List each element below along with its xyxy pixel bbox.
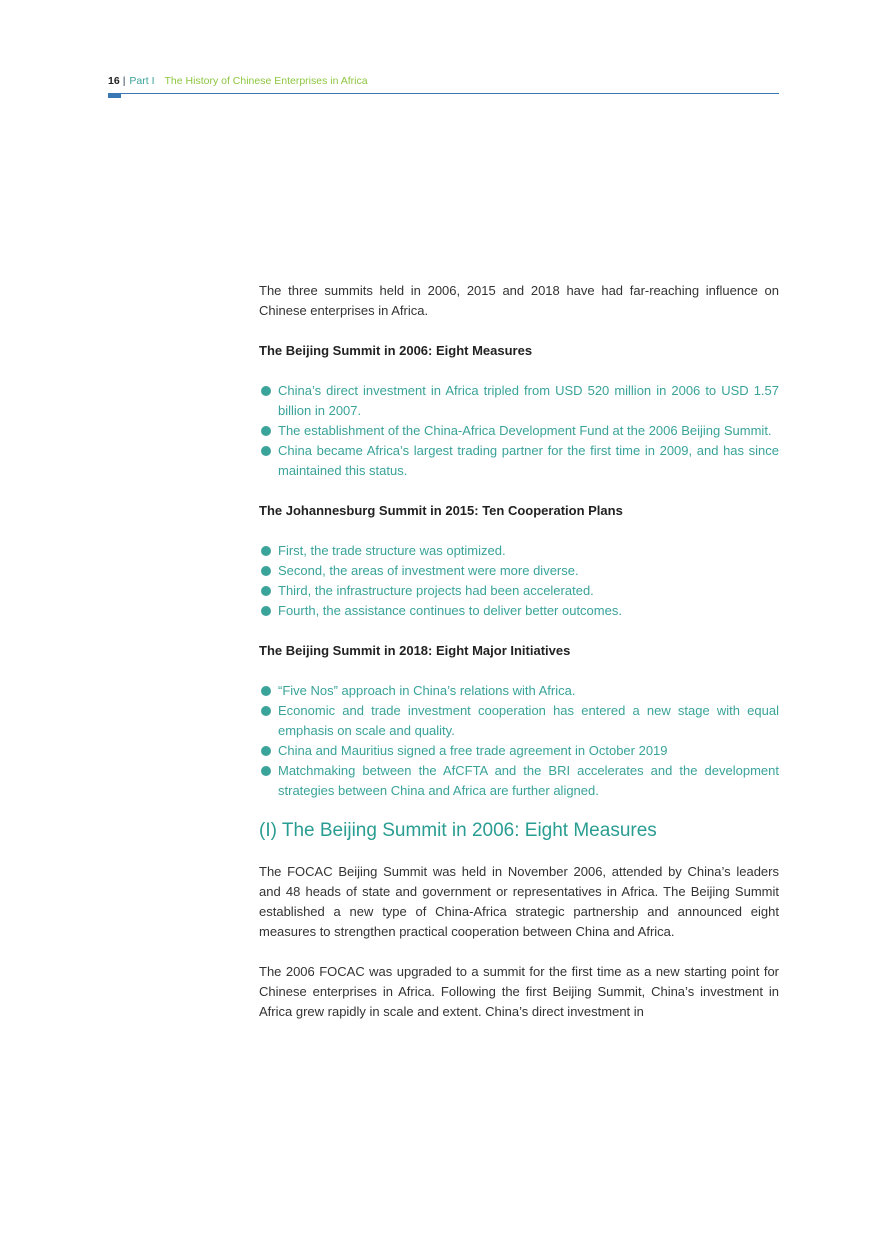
list-item [259,441,779,481]
summit-2006-list [259,381,779,481]
bullet-dot-icon [261,706,271,716]
section-paragraph-2: The 2006 FOCAC was upgraded to a summit for the first time as a new starting point for Chinese enterprises in Africa. Following the first Beijing Summit, China’s investment in Africa grew rapidly in scale and extent. China’s direct investment in [259,964,779,1019]
bullet-dot-icon [261,586,271,596]
bullet-dot-icon [261,606,271,616]
list-item [259,421,779,441]
list-item-text: First, the trade structure was optimized. [278,543,506,558]
list-item [259,761,779,801]
summit-2018-list [259,681,779,801]
bullet-dot-icon [261,426,271,436]
list-item [259,701,779,741]
summit-2015-heading: The Johannesburg Summit in 2015: Ten Cooperation Plans [259,503,623,518]
summit-2006-heading: The Beijing Summit in 2006: Eight Measures [259,343,533,358]
list-item-text: China became Africa’s largest trading partner for the first time in 2009, and has since maintained this status. [278,443,779,478]
header-rule [108,93,779,94]
list-item [259,741,779,761]
header-part: Part I [129,75,155,87]
header-text [108,74,368,88]
bullet-dot-icon [261,386,271,396]
bullet-dot-icon [261,686,271,696]
header-separator: | [122,75,126,87]
list-item [259,601,779,621]
bullet-dot-icon [261,566,271,576]
section-paragraph-1: The FOCAC Beijing Summit was held in November 2006, attended by China’s leaders and 48 heads of state and government or representatives in Africa. The Beijing Summit established a new type of China-Africa strategic partnership and announced eight measures to strengthen practical cooperation between China and Africa. [259,864,779,939]
list-item-text: Fourth, the assistance continues to deliver better outcomes. [278,603,622,618]
bullet-dot-icon [261,446,271,456]
page-number: 16 [108,75,120,87]
list-item-text: Third, the infrastructure projects had been accelerated. [278,583,594,598]
summit-2015-list [259,541,779,621]
bullet-dot-icon [261,746,271,756]
summit-2018-heading: The Beijing Summit in 2018: Eight Major Initiatives [259,643,571,658]
bullet-dot-icon [261,766,271,776]
list-item [259,561,779,581]
list-item-text: China and Mauritius signed a free trade agreement in October 2019 [278,743,668,758]
list-item [259,381,779,421]
header-chapter-title: The History of Chinese Enterprises in Africa [164,75,368,87]
running-header [108,74,779,98]
intro-paragraph: The three summits held in 2006, 2015 and 2018 have had far-reaching influence on Chinese enterprises in Africa. [259,283,779,318]
list-item [259,541,779,561]
section-title: (I) The Beijing Summit in 2006: Eight Measures [259,820,657,841]
list-item [259,681,779,701]
list-item-text: Economic and trade investment cooperation has entered a new stage with equal emphasis on scale and quality. [278,703,779,738]
list-item-text: “Five Nos” approach in China’s relations with Africa. [278,683,576,698]
bullet-dot-icon [261,546,271,556]
list-item [259,581,779,601]
list-item-text: China’s direct investment in Africa tripled from USD 520 million in 2006 to USD 1.57 billion in 2007. [278,383,779,418]
main-content [259,281,779,1042]
header-rule-marker [108,93,121,98]
list-item-text: The establishment of the China-Africa Development Fund at the 2006 Beijing Summit. [278,423,772,438]
list-item-text: Matchmaking between the AfCFTA and the BRI accelerates and the development strategies between China and Africa are further aligned. [278,763,779,798]
list-item-text: Second, the areas of investment were more diverse. [278,563,579,578]
